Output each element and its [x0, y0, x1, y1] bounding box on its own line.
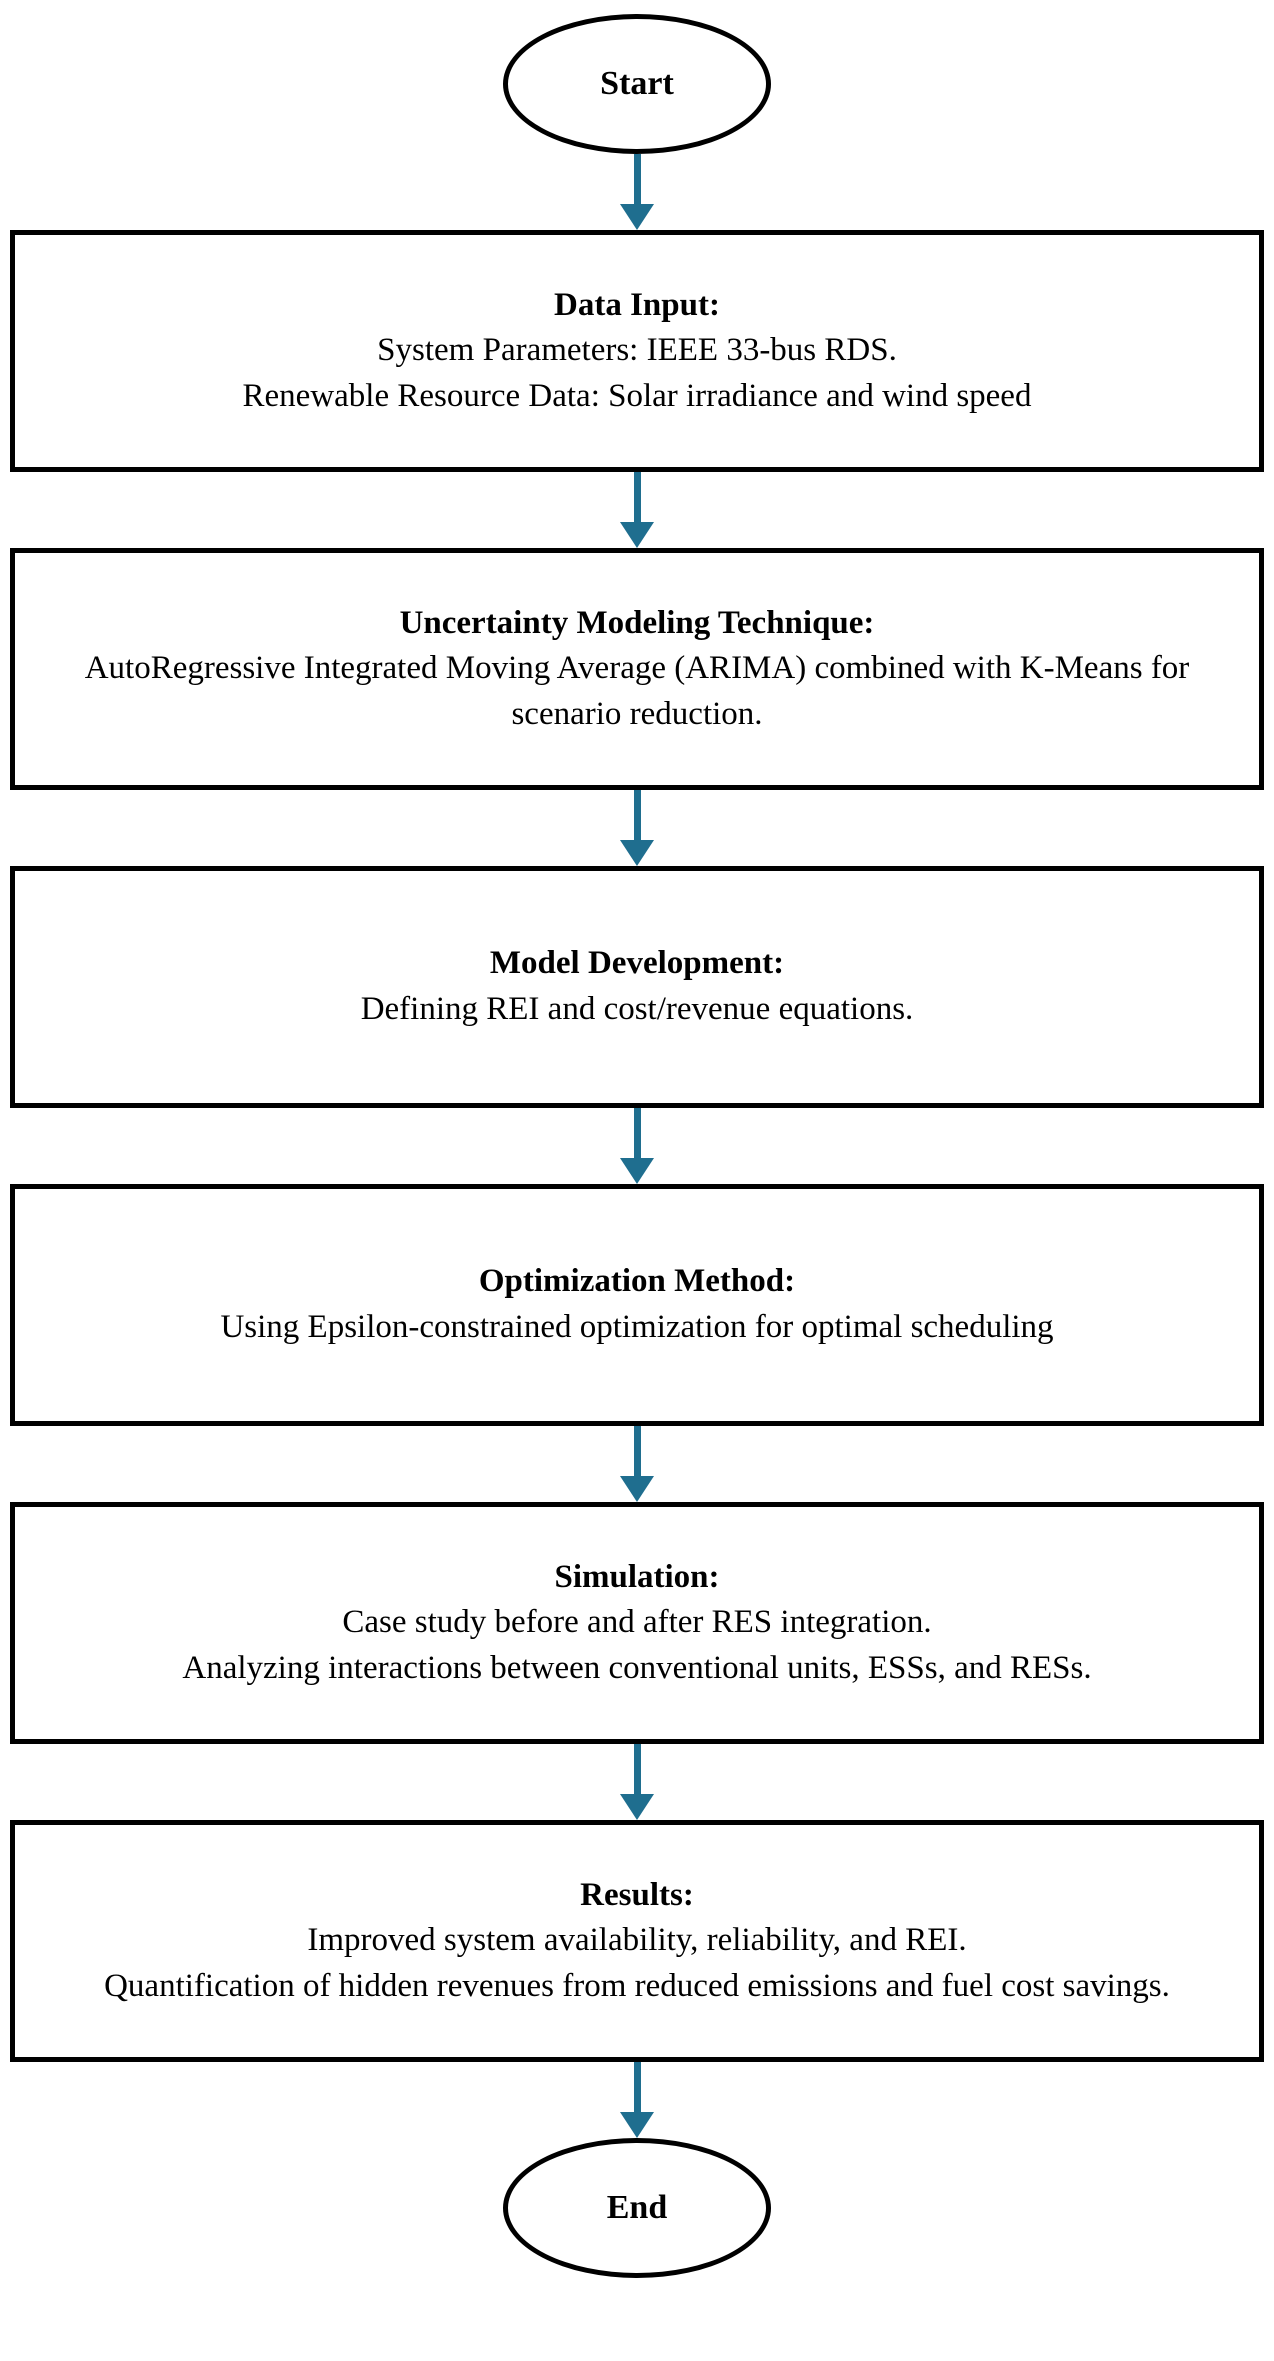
step-line: Case study before and after RES integration. — [342, 1604, 932, 1641]
step-line: Quantification of hidden revenues from reduced emissions and fuel cost savings. — [104, 1967, 1170, 2004]
flow-arrow-icon — [620, 790, 654, 866]
step-line: System Parameters: IEEE 33-bus RDS. — [377, 332, 897, 369]
arrow-head-icon — [620, 522, 654, 548]
flow-arrow-icon — [620, 1108, 654, 1184]
arrow-shaft — [634, 2062, 641, 2112]
arrow-head-icon — [620, 204, 654, 230]
step-line: Defining REI and cost/revenue equations. — [360, 991, 914, 1027]
step-line: Analyzing interactions between conventional units, ESSs, and RESs. — [182, 1649, 1092, 1686]
step-box-optimization-method — [10, 1184, 1264, 1426]
end-terminal — [503, 2138, 771, 2278]
arrow-shaft — [634, 1426, 641, 1476]
flow-arrow-icon — [620, 1744, 654, 1820]
step-box-data-input — [10, 230, 1264, 472]
step-title: Simulation: — [554, 1558, 720, 1595]
arrow-shaft — [634, 154, 641, 204]
arrow-shaft — [634, 790, 641, 840]
flow-arrow-icon — [620, 154, 654, 230]
start-terminal — [503, 14, 771, 154]
step-box-simulation — [10, 1502, 1264, 1744]
step-line: Improved system availability, reliability, and REI. — [307, 1922, 967, 1959]
step-title: Optimization Method: — [478, 1263, 796, 1300]
step-line: Using Epsilon-constrained optimization for optimal scheduling — [220, 1309, 1054, 1345]
step-title: Data Input: — [554, 286, 720, 323]
arrow-shaft — [634, 472, 641, 522]
arrow-head-icon — [620, 1158, 654, 1184]
arrow-head-icon — [620, 1794, 654, 1820]
step-box-results — [10, 1820, 1264, 2062]
step-title: Results: — [580, 1876, 694, 1913]
end-label: End — [606, 2189, 668, 2226]
flow-arrow-icon — [620, 472, 654, 548]
arrow-head-icon — [620, 1476, 654, 1502]
step-box-model-development — [10, 866, 1264, 1108]
step-title: Model Development: — [489, 945, 785, 982]
flow-arrow-icon — [620, 2062, 654, 2138]
arrow-head-icon — [620, 2112, 654, 2138]
flow-arrow-icon — [620, 1426, 654, 1502]
step-title: Uncertainty Modeling Technique: — [399, 604, 875, 641]
arrow-shaft — [634, 1108, 641, 1158]
step-line: AutoRegressive Integrated Moving Average (ARIMA) combined with K-Means for scenario reduction. — [84, 650, 1190, 732]
start-label: Start — [600, 65, 674, 102]
step-line: Renewable Resource Data: Solar irradiance and wind speed — [242, 377, 1032, 414]
step-box-uncertainty-modeling — [10, 548, 1264, 790]
arrow-shaft — [634, 1744, 641, 1794]
arrow-head-icon — [620, 840, 654, 866]
